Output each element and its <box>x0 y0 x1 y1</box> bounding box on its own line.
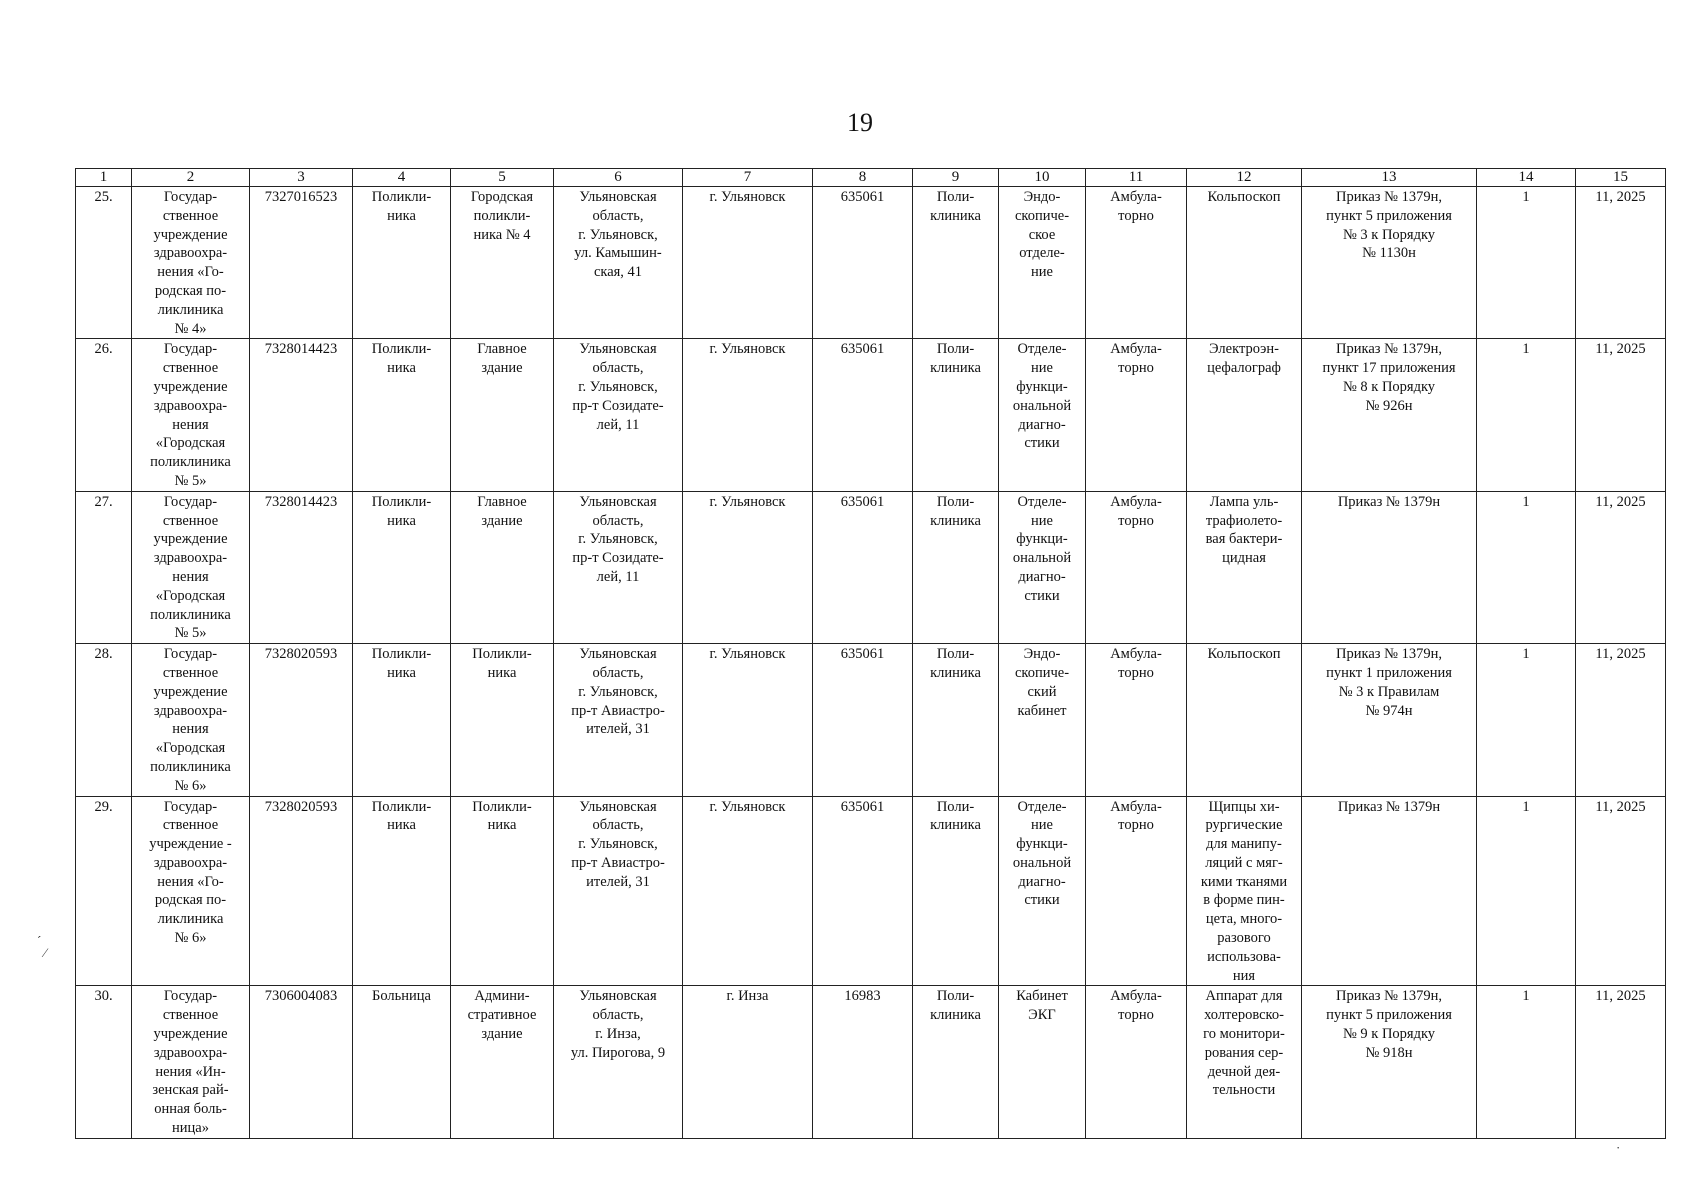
city-cell: г. Ульяновск <box>683 644 813 796</box>
row-number-cell: 29. <box>76 796 132 986</box>
building-name-cell: Городская поликли- ника № 4 <box>451 187 554 339</box>
column-header: 14 <box>1477 169 1576 187</box>
address-cell: Ульяновская область, г. Инза, ул. Пирогова, 9 <box>554 986 683 1138</box>
building-name-cell: Поликли- ника <box>451 796 554 986</box>
equipment-name-cell: Аппарат для холтеровско- го монитори- рования сер- дечной дея- тельности <box>1187 986 1302 1138</box>
facility-type-cell: Поли- клиника <box>913 339 999 491</box>
equipment-name-cell: Кольпоскоп <box>1187 187 1302 339</box>
care-form-cell: Амбула- торно <box>1086 491 1187 643</box>
equipment-name-cell: Щипцы хи- рургические для манипу- ляций с мяг- кими тканями в форме пин- цета, много- разового использова- ния <box>1187 796 1302 986</box>
scan-mark: ˊ <box>37 933 42 948</box>
quantity-cell: 1 <box>1477 187 1576 339</box>
facility-type-cell: Поли- клиника <box>913 491 999 643</box>
row-number-cell: 26. <box>76 339 132 491</box>
table-row <box>76 491 1666 643</box>
address-cell: Ульяновская область, г. Ульяновск, пр-т Авиастро- ителей, 31 <box>554 796 683 986</box>
facility-type-cell: Поли- клиника <box>913 986 999 1138</box>
inn-value-cell: 7328014423 <box>250 491 353 643</box>
city-cell: г. Ульяновск <box>683 796 813 986</box>
department-cell: Кабинет ЭКГ <box>999 986 1086 1138</box>
year-value-cell: 11, 2025 <box>1576 986 1666 1138</box>
quantity-cell: 1 <box>1477 986 1576 1138</box>
quantity-cell: 1 <box>1477 491 1576 643</box>
regulation-reference-cell: Приказ № 1379н, пункт 17 приложения № 8 к Порядку № 926н <box>1302 339 1477 491</box>
institution-type-cell: Больница <box>353 986 451 1138</box>
institution-type-cell: Поликли- ника <box>353 187 451 339</box>
inn-value-cell: 7328020593 <box>250 644 353 796</box>
regulation-reference-cell: Приказ № 1379н, пункт 5 приложения № 3 к Порядку № 1130н <box>1302 187 1477 339</box>
facility-type-cell: Поли- клиника <box>913 187 999 339</box>
care-form-cell: Амбула- торно <box>1086 986 1187 1138</box>
column-header: 15 <box>1576 169 1666 187</box>
organization-name-cell: Государ- ственное учреждение здравоохра- нения «Городская поликлиника № 5» <box>132 339 250 491</box>
address-cell: Ульяновская область, г. Ульяновск, пр-т Созидате- лей, 11 <box>554 491 683 643</box>
building-name-cell: Главное здание <box>451 339 554 491</box>
inn-value-cell: 7328014423 <box>250 339 353 491</box>
column-header: 11 <box>1086 169 1187 187</box>
column-header: 13 <box>1302 169 1477 187</box>
department-cell: Отделе- ние функци- ональной диагно- стики <box>999 491 1086 643</box>
column-header: 8 <box>813 169 913 187</box>
care-form-cell: Амбула- торно <box>1086 796 1187 986</box>
row-number-cell: 30. <box>76 986 132 1138</box>
facility-type-cell: Поли- клиника <box>913 644 999 796</box>
scan-mark: ⁄ <box>44 945 47 960</box>
department-cell: Эндо- скопиче- ское отделе- ние <box>999 187 1086 339</box>
address-cell: Ульяновская область, г. Ульяновск, пр-т Созидате- лей, 11 <box>554 339 683 491</box>
column-header: 12 <box>1187 169 1302 187</box>
location-code-cell: 635061 <box>813 491 913 643</box>
year-value-cell: 11, 2025 <box>1576 796 1666 986</box>
city-cell: г. Ульяновск <box>683 187 813 339</box>
column-header: 7 <box>683 169 813 187</box>
organization-name-cell: Государ- ственное учреждение здравоохра- нения «Го- родская по- ликлиника № 4» <box>132 187 250 339</box>
column-header: 4 <box>353 169 451 187</box>
equipment-table <box>75 168 1666 1139</box>
location-code-cell: 635061 <box>813 187 913 339</box>
quantity-cell: 1 <box>1477 339 1576 491</box>
column-header: 2 <box>132 169 250 187</box>
organization-name-cell: Государ- ственное учреждение здравоохра- нения «Городская поликлиника № 6» <box>132 644 250 796</box>
organization-name-cell: Государ- ственное учреждение - здравоохра- нения «Го- родская по- ликлиника № 6» <box>132 796 250 986</box>
organization-name-cell: Государ- ственное учреждение здравоохра- нения «Городская поликлиника № 5» <box>132 491 250 643</box>
year-value-cell: 11, 2025 <box>1576 491 1666 643</box>
building-name-cell: Главное здание <box>451 491 554 643</box>
care-form-cell: Амбула- торно <box>1086 644 1187 796</box>
page-number: 19 <box>847 108 873 137</box>
row-number-cell: 28. <box>76 644 132 796</box>
equipment-name-cell: Электроэн- цефалограф <box>1187 339 1302 491</box>
institution-type-cell: Поликли- ника <box>353 339 451 491</box>
inn-value-cell: 7328020593 <box>250 796 353 986</box>
regulation-reference-cell: Приказ № 1379н, пункт 1 приложения № 3 к Правилам № 974н <box>1302 644 1477 796</box>
table-row <box>76 187 1666 339</box>
institution-type-cell: Поликли- ника <box>353 644 451 796</box>
city-cell: г. Ульяновск <box>683 339 813 491</box>
column-header: 6 <box>554 169 683 187</box>
equipment-name-cell: Лампа уль- трафиолето- вая бактери- цидная <box>1187 491 1302 643</box>
location-code-cell: 635061 <box>813 644 913 796</box>
quantity-cell: 1 <box>1477 796 1576 986</box>
location-code-cell: 635061 <box>813 339 913 491</box>
header-row <box>76 169 1666 187</box>
department-cell: Эндо- скопиче- ский кабинет <box>999 644 1086 796</box>
table-row <box>76 644 1666 796</box>
year-value-cell: 11, 2025 <box>1576 644 1666 796</box>
organization-name-cell: Государ- ственное учреждение здравоохра- нения «Ин- зенская рай- онная боль- ница» <box>132 986 250 1138</box>
regulation-reference-cell: Приказ № 1379н, пункт 5 приложения № 9 к Порядку № 918н <box>1302 986 1477 1138</box>
department-cell: Отделе- ние функци- ональной диагно- стики <box>999 339 1086 491</box>
city-cell: г. Ульяновск <box>683 491 813 643</box>
quantity-cell: 1 <box>1477 644 1576 796</box>
address-cell: Ульяновская область, г. Ульяновск, пр-т Авиастро- ителей, 31 <box>554 644 683 796</box>
institution-type-cell: Поликли- ника <box>353 491 451 643</box>
city-cell: г. Инза <box>683 986 813 1138</box>
row-number-cell: 27. <box>76 491 132 643</box>
year-value-cell: 11, 2025 <box>1576 339 1666 491</box>
inn-value-cell: 7327016523 <box>250 187 353 339</box>
care-form-cell: Амбула- торно <box>1086 339 1187 491</box>
column-header: 9 <box>913 169 999 187</box>
equipment-name-cell: Кольпоскоп <box>1187 644 1302 796</box>
building-name-cell: Поликли- ника <box>451 644 554 796</box>
department-cell: Отделе- ние функци- ональной диагно- стики <box>999 796 1086 986</box>
table-row <box>76 339 1666 491</box>
column-header: 3 <box>250 169 353 187</box>
regulation-reference-cell: Приказ № 1379н <box>1302 796 1477 986</box>
column-header: 1 <box>76 169 132 187</box>
column-header: 10 <box>999 169 1086 187</box>
building-name-cell: Админи- стративное здание <box>451 986 554 1138</box>
column-header: 5 <box>451 169 554 187</box>
inn-value-cell: 7306004083 <box>250 986 353 1138</box>
scan-mark: · <box>1616 1140 1621 1155</box>
regulation-reference-cell: Приказ № 1379н <box>1302 491 1477 643</box>
location-code-cell: 635061 <box>813 796 913 986</box>
facility-type-cell: Поли- клиника <box>913 796 999 986</box>
table-row <box>76 986 1666 1138</box>
address-cell: Ульяновская область, г. Ульяновск, ул. Камышин- ская, 41 <box>554 187 683 339</box>
table-row <box>76 796 1666 986</box>
location-code-cell: 16983 <box>813 986 913 1138</box>
care-form-cell: Амбула- торно <box>1086 187 1187 339</box>
row-number-cell: 25. <box>76 187 132 339</box>
year-value-cell: 11, 2025 <box>1576 187 1666 339</box>
institution-type-cell: Поликли- ника <box>353 796 451 986</box>
